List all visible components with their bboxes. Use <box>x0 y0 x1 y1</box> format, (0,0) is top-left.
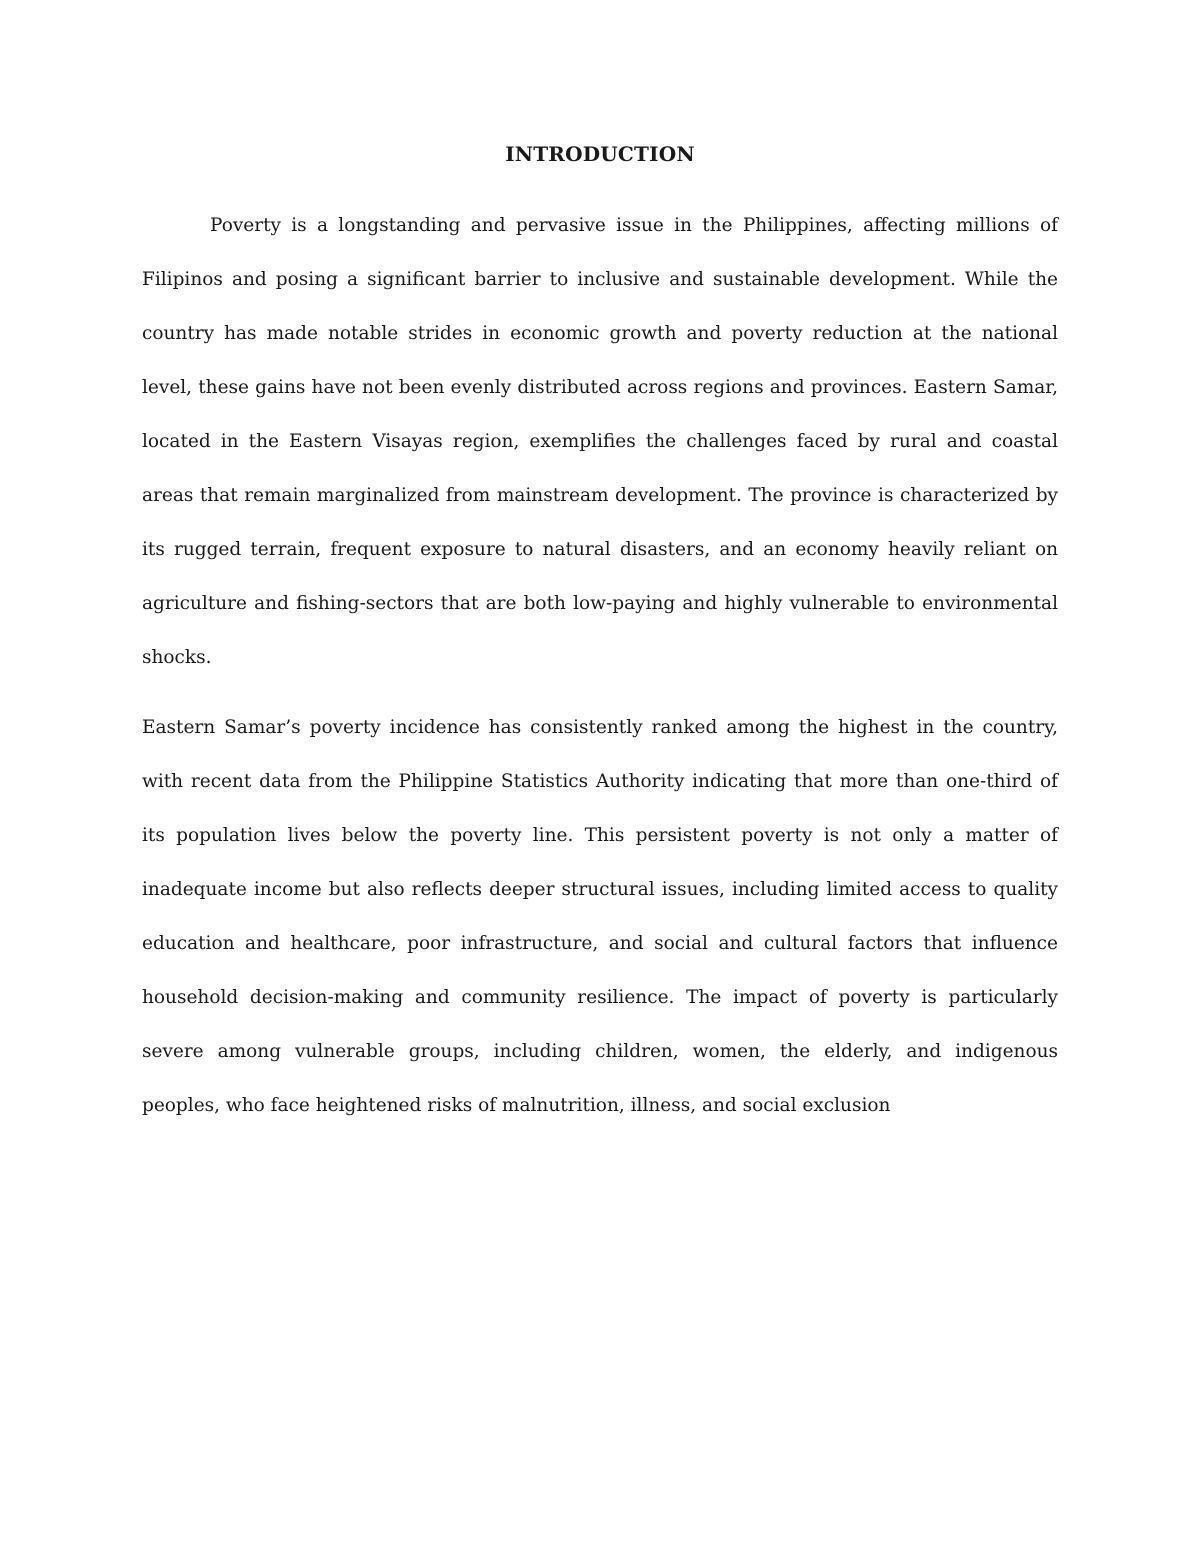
paragraph-intro: Poverty is a longstanding and pervasive issue in the Philippines, affecting millions of Filipinos and posing a significant barrier to inclusive and sustainable development. While the country has made notable strides in economic growth and poverty reduction at the national level, these gains have not been evenly distributed across regions and provinces. Eastern Samar, located in the Eastern Visayas region, exemplifies the challenges faced by rural and coastal areas that remain marginalized from mainstream development. The province is characterized by its rugged terrain, frequent exposure to natural disasters, and an economy heavily reliant on agriculture and fishing-sectors that are both low-paying and highly vulnerable to environmental shocks. <box>142 215 1058 668</box>
paragraph-eastern-samar: Eastern Samar’s poverty incidence has consistently ranked among the highest in the country, with recent data from the Philippine Statistics Authority indicating that more than one-third of its population lives below the poverty line. This persistent poverty is not only a matter of inadequate income but also reflects deeper structural issues, including limited access to quality education and healthcare, poor infrastructure, and social and cultural factors that influence household decision-making and community resilience. The impact of poverty is particularly severe among vulnerable groups, including children, women, the elderly, and indigenous peoples, who face heightened risks of malnutrition, illness, and social exclusion <box>142 717 1058 1116</box>
page-title: INTRODUCTION <box>505 142 695 166</box>
